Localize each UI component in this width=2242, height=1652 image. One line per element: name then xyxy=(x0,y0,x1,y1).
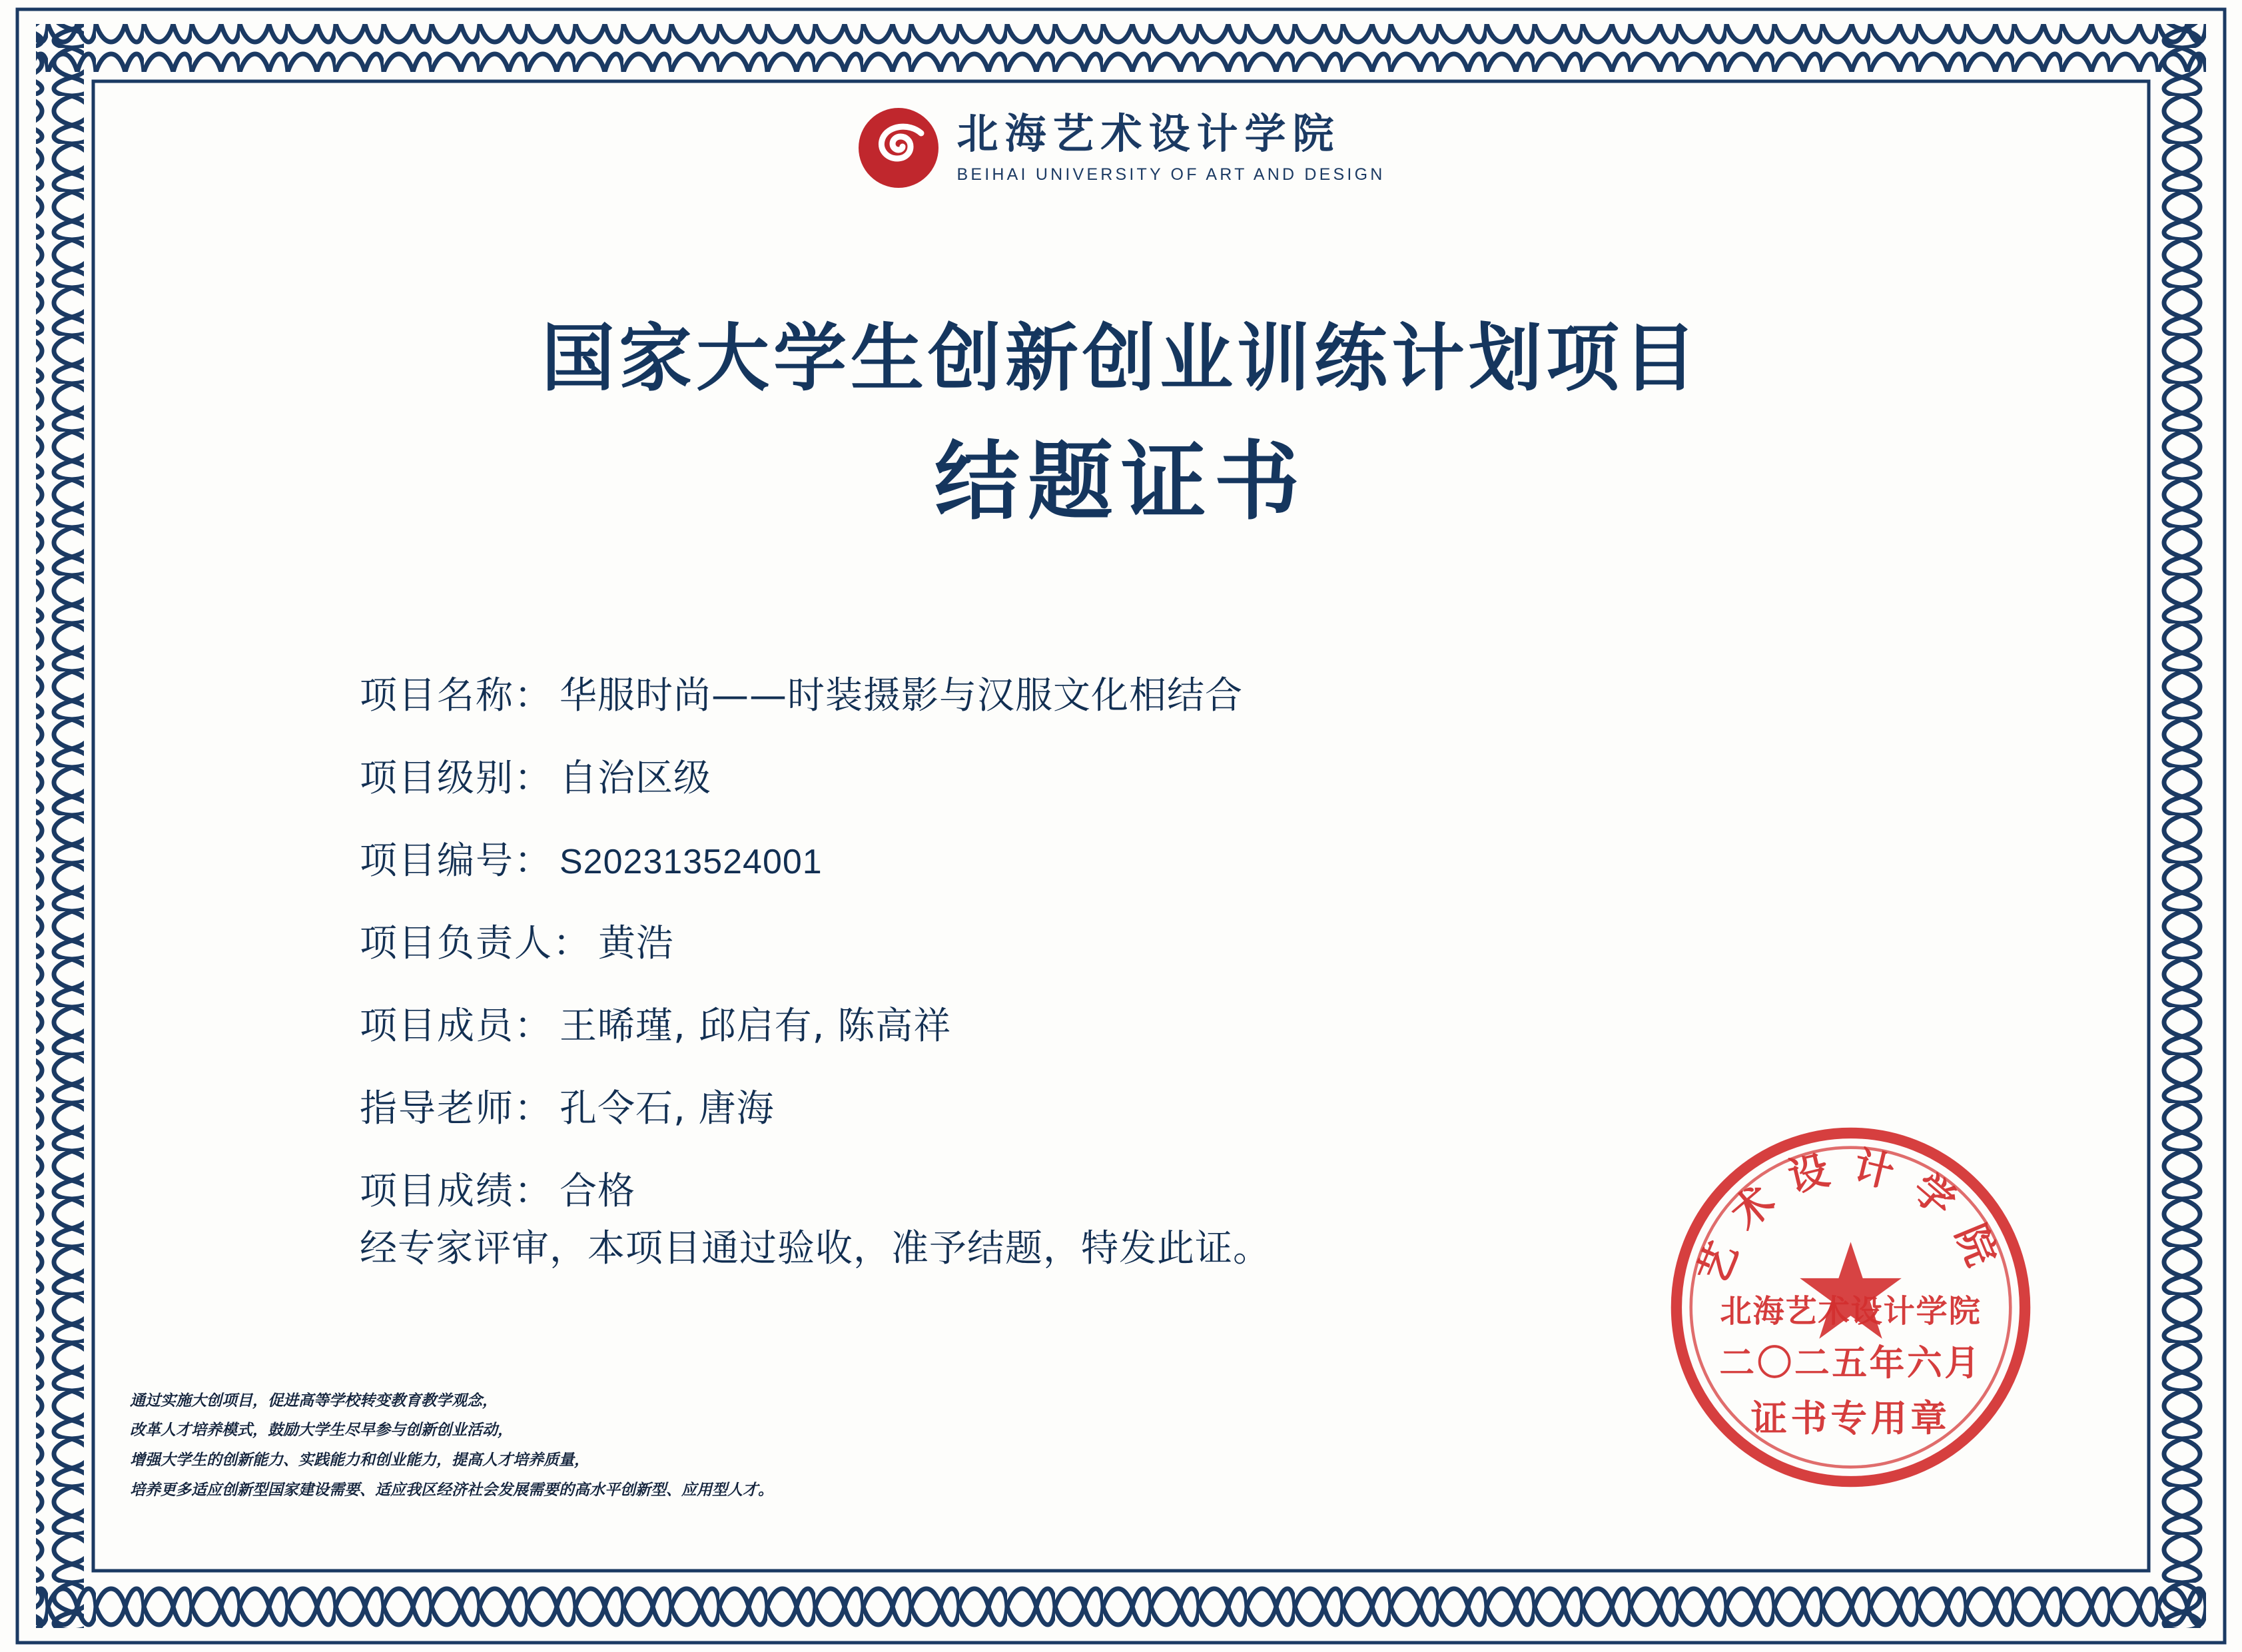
field-label-project-leader: 项目负责人： xyxy=(360,922,591,965)
field-value-project-number: S202313524001 xyxy=(560,843,823,881)
field-value-project-level: 自治区级 xyxy=(560,757,711,800)
certificate-header xyxy=(0,107,2242,189)
footnote-line-2: 改革人才培养模式，鼓励大学生尽早参与创新创业活动， xyxy=(130,1422,513,1440)
certificate-title-sub: 结题证书 xyxy=(934,432,1308,532)
footnote-line-3: 增强大学生的创新能力、实践能力和创业能力，提高人才培养质量， xyxy=(130,1451,589,1469)
field-value-project-members: 王晞瑾, 邱启有, 陈高祥 xyxy=(560,1005,952,1048)
seal-date-text: 二〇二五年六月 xyxy=(1719,1343,1982,1384)
logo-english-name: BEIHAI UNIVERSITY OF ART AND DESIGN xyxy=(956,165,1385,184)
field-row xyxy=(360,831,1825,885)
logo-chinese-name: 北海艺术设计学院 xyxy=(956,109,1341,159)
field-row xyxy=(360,749,1825,802)
field-value-advisors: 孔令石, 唐海 xyxy=(560,1087,775,1130)
spiral-wave-logo-icon xyxy=(857,107,940,189)
field-value-project-leader: 黄浩 xyxy=(598,922,674,965)
field-row xyxy=(360,1162,1825,1215)
field-label-advisors: 指导老师： xyxy=(360,1087,553,1130)
footnote-line-4: 培养更多适应创新型国家建设需要、适应我区经济社会发展需要的高水平创新型、应用型人才。 xyxy=(130,1481,773,1499)
seal-arc-text: 艺术设计学院 xyxy=(1689,1142,2012,1291)
field-value-result: 合格 xyxy=(560,1170,635,1213)
field-label-result: 项目成绩： xyxy=(360,1170,553,1213)
official-seal-stamp xyxy=(1669,1126,2032,1489)
field-label-project-members: 项目成员： xyxy=(360,1005,553,1048)
field-label-project-name: 项目名称： xyxy=(360,674,553,717)
seal-purpose-text: 证书专用章 xyxy=(1750,1396,1951,1440)
institution-logo xyxy=(857,107,1385,189)
field-row xyxy=(360,914,1825,967)
certificate-footnote xyxy=(130,1386,773,1505)
field-row xyxy=(360,1079,1825,1132)
footnote-line-1: 通过实施大创项目，促进高等学校转变教育教学观念， xyxy=(130,1392,498,1410)
field-row xyxy=(360,997,1825,1050)
seal-institution-text: 北海艺术设计学院 xyxy=(1720,1293,1982,1330)
certificate-statement: 经专家评审，本项目通过验收，准予结题，特发此证。 xyxy=(360,1227,1271,1270)
certificate-title-main: 国家大学生创新创业训练计划项目 xyxy=(542,315,1700,401)
field-label-project-level: 项目级别： xyxy=(360,757,553,800)
field-row xyxy=(360,666,1825,719)
field-value-project-name: 华服时尚——时装摄影与汉服文化相结合 xyxy=(560,674,1243,717)
certificate-fields xyxy=(360,666,1825,1244)
field-label-project-number: 项目编号： xyxy=(360,839,553,883)
